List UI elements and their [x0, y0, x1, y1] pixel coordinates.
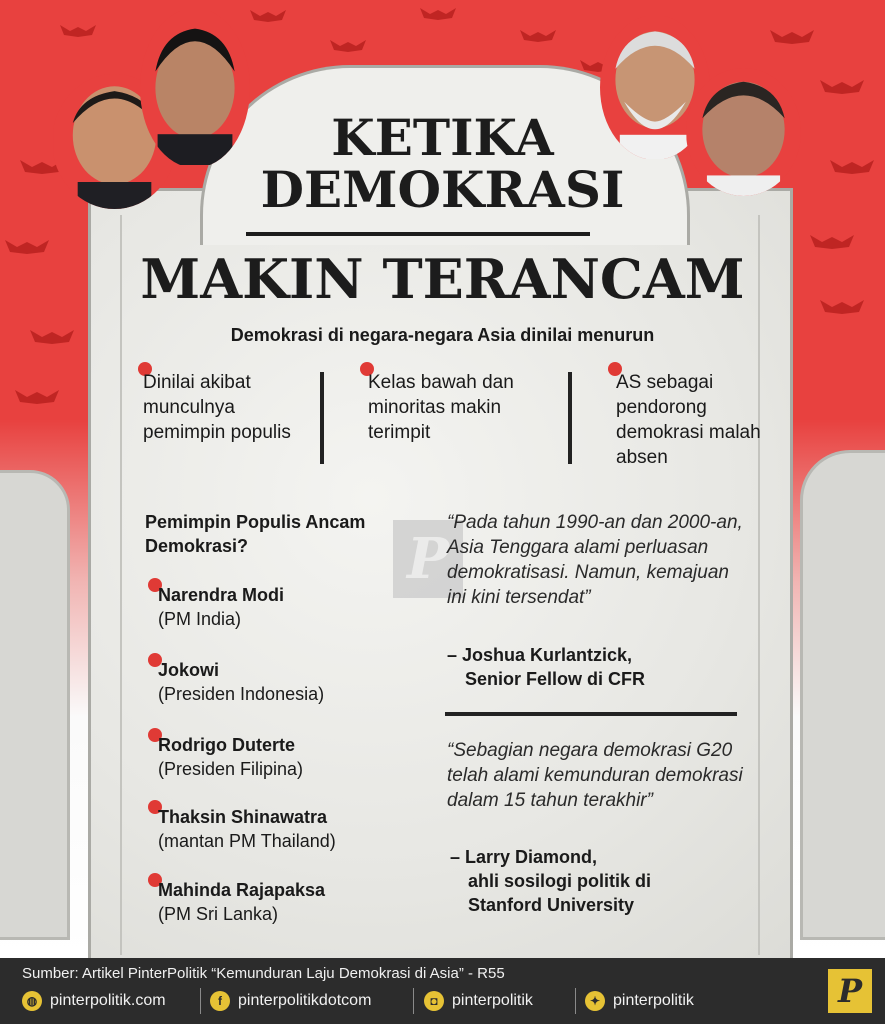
leader-name: Thaksin Shinawatra	[158, 807, 328, 827]
twitter-icon: ✦	[585, 991, 605, 1011]
globe-icon: ◍	[22, 991, 42, 1011]
leader-role: (PM India)	[158, 609, 242, 629]
social-label: pinterpolitik	[452, 992, 533, 1009]
point-divider	[568, 372, 572, 464]
facebook-link[interactable]	[210, 989, 371, 1013]
leader-role: (Presiden Filipina)	[158, 759, 304, 779]
social-label: pinterpolitik.com	[50, 992, 166, 1009]
author-name: – Larry Diamond,	[450, 847, 598, 867]
quote-author-diamond	[450, 845, 750, 917]
leader-name: Mahinda Rajapaksa	[158, 880, 326, 900]
point-populist-leaders: Dinilai akibat munculnya pemimpin populis	[143, 372, 291, 443]
left-tombstone	[0, 470, 70, 940]
footer-separator	[200, 988, 201, 1014]
footer-separator	[413, 988, 414, 1014]
leader-name: Narendra Modi	[158, 585, 285, 605]
footer-separator	[575, 988, 576, 1014]
populist-heading: Pemimpin Populis Ancam Demokrasi?	[145, 512, 366, 556]
leader-item	[158, 805, 418, 853]
point-minorities: Kelas bawah dan minoritas makin terimpit	[368, 372, 514, 443]
leader-item	[158, 583, 418, 631]
quote-diamond: “Sebagian negara demokrasi G20 telah alami kemunduran demokrasi dalam 15 tahun terakhir”	[447, 740, 743, 811]
website-link[interactable]	[22, 989, 166, 1013]
quote-divider	[445, 712, 737, 716]
leader-name: Rodrigo Duterte	[158, 735, 295, 755]
leader-item	[158, 658, 418, 706]
instagram-link[interactable]	[424, 989, 533, 1013]
pinterpolitik-logo: P	[828, 969, 872, 1013]
leader-role: (Presiden Indonesia)	[158, 684, 325, 704]
title-line-2: DEMOKRASI	[260, 160, 625, 219]
author-name: – Joshua Kurlantzick,	[447, 645, 633, 665]
facebook-icon: f	[210, 991, 230, 1011]
subtitle: Demokrasi di negara-negara Asia dinilai menurun	[230, 325, 655, 345]
quote-author-kurlantzick	[447, 643, 737, 691]
right-tombstone	[800, 450, 885, 940]
title-divider	[246, 232, 590, 236]
social-label: pinterpolitik	[613, 992, 694, 1009]
author-title: Senior Fellow di CFR	[465, 669, 646, 689]
author-affiliation: Stanford University	[468, 895, 635, 915]
source-credit: Sumber: Artikel PinterPolitik “Kemunduran Laju Demokrasi di Asia” - R55	[22, 965, 505, 982]
twitter-link[interactable]	[585, 989, 694, 1013]
instagram-icon: ◘	[424, 991, 444, 1011]
point-divider	[320, 372, 324, 464]
point-us-absent: AS sebagai pendorong demokrasi malah absen	[616, 372, 761, 468]
quote-kurlantzick: “Pada tahun 1990-an dan 2000-an, Asia Tenggara alami perluasan demokratisasi. Namun, kemajuan ini kini tersendat”	[447, 512, 743, 608]
leader-name: Jokowi	[158, 660, 220, 680]
leader-role: (PM Sri Lanka)	[158, 904, 279, 924]
title-line-3: MAKIN TERANCAM	[140, 247, 745, 311]
leader-item	[158, 733, 418, 781]
leader-item	[158, 878, 418, 926]
social-label: pinterpolitikdotcom	[238, 992, 372, 1009]
title-line-1: KETIKA	[331, 108, 554, 167]
author-title: ahli sosilogi politik di	[468, 871, 652, 891]
leader-role: (mantan PM Thailand)	[158, 831, 336, 851]
pinterpolitik-watermark: P	[393, 520, 463, 598]
